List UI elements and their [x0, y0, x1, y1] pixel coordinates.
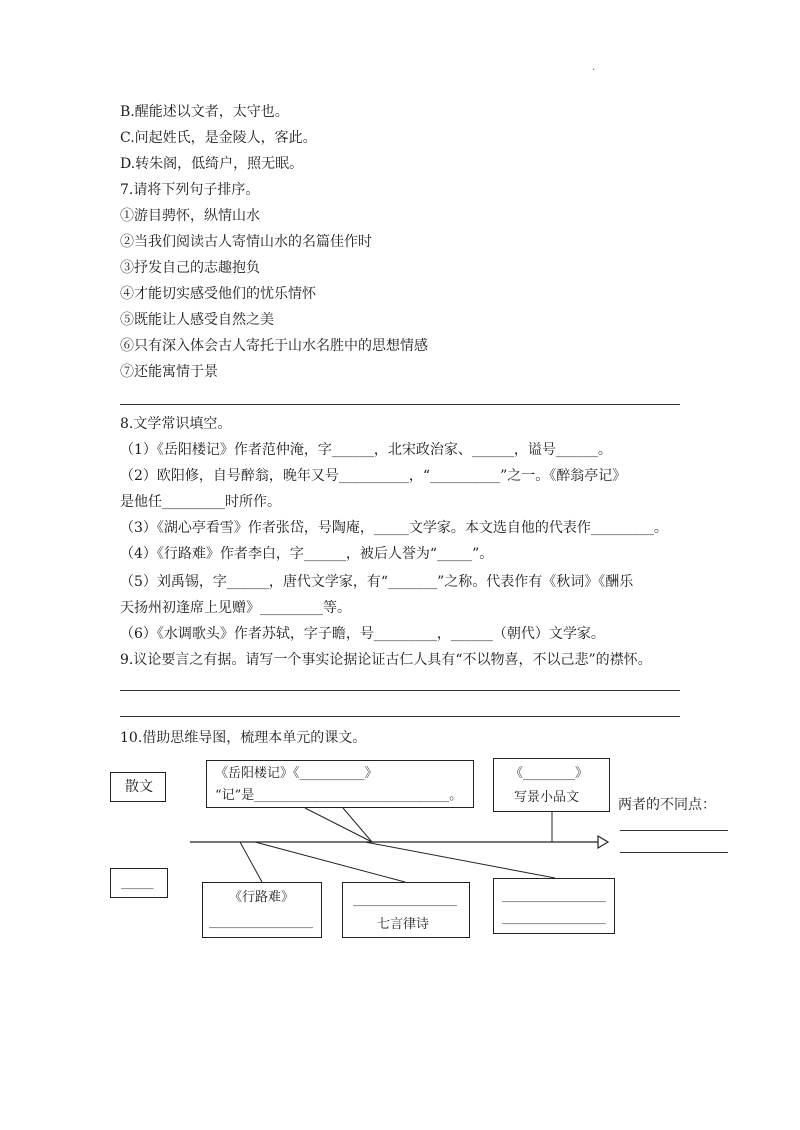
q8-title: 8.文学常识填空。: [120, 416, 232, 432]
q6-option-b: B.醒能述以文者，太守也。: [120, 104, 289, 120]
box5-answer-blank-2[interactable]: ________________: [502, 910, 606, 925]
q7-item-7: ⑦还能寓情于景: [120, 364, 218, 380]
q7-item-6: ⑥只有深入体会古人寄托于山水名胜中的思想情感: [120, 338, 428, 354]
prose-box: [110, 772, 166, 802]
box5-answer-blank-1[interactable]: ________________: [502, 888, 606, 903]
mindmap-box-qiyan-lushi: [342, 882, 470, 938]
q10-title: 10.借助思维导图，梳理本单元的课文。: [120, 730, 367, 746]
q7-item-5: ⑤既能让人感受自然之美: [120, 312, 274, 328]
box2-title[interactable]: 《________》: [510, 766, 589, 781]
mindmap-box-sketch-essay: [493, 758, 610, 812]
q9-answer-line-2[interactable]: [120, 716, 680, 717]
q8-line-5: （4）《行路难》作者李白，字______，被后人誉为“_____”。: [120, 546, 494, 562]
q8-line-6: （5）刘禹锡，字______，唐代文学家，有“_______”之称。代表作有《秋词》《酬乐: [120, 574, 634, 590]
branch-box4: [255, 842, 405, 882]
mindmap-box-yueyanglou: [206, 760, 474, 808]
q9-title: 9.议论要言之有据。请写一个事实论据论证古仁人具有“不以物喜，不以己悲”的襟怀。: [120, 652, 652, 668]
q8-line-4: （3）《湖心亭看雪》作者张岱，号陶庵，_____文学家。本文选自他的代表作_________。: [120, 520, 668, 536]
q8-line-8: （6）《水调歌头》作者苏轼，字子瞻，号_________，______（朝代）文学家。: [120, 626, 605, 642]
category-blank-box[interactable]: [110, 868, 168, 898]
mindmap-box-xinglunan: [202, 882, 322, 938]
differences-answer-line-2[interactable]: [620, 852, 728, 853]
box4-answer-blank[interactable]: ________________: [353, 892, 457, 907]
q8-line-1: （1）《岳阳楼记》作者范仲淹，字______，北宋政治家、______，谥号______。: [120, 442, 612, 458]
box3-title: 《行路难》: [229, 890, 295, 905]
q6-option-c: C.问起姓氏，是金陵人，客此。: [120, 130, 317, 146]
q7-item-2: ②当我们阅读古人寄情山水的名篇佳作时: [120, 234, 372, 250]
branch-box1-a: [305, 808, 372, 842]
q9-answer-line-1[interactable]: [120, 690, 680, 691]
spine-arrowhead: [598, 836, 608, 848]
differences-label: 两者的不同点：: [618, 797, 716, 813]
page-mark: .: [592, 62, 596, 73]
q7-item-3: ③抒发自己的志趣抱负: [120, 260, 260, 276]
box1-ji-definition[interactable]: “记”是______________________________。: [215, 788, 463, 803]
category-blank: _____: [121, 875, 154, 890]
box2-genre: 写景小品文: [514, 790, 580, 805]
q7-item-1: ①游目骋怀，纵情山水: [120, 208, 260, 224]
branch-box3: [240, 842, 262, 882]
differences-answer-line-1[interactable]: [620, 830, 728, 831]
q8-line-2: （2）欧阳修，自号醉翁，晚年又号__________，“__________”之一。《醉翁亭记》: [120, 468, 627, 484]
mindmap-box-blank: [493, 878, 615, 934]
q8-line-7: 天扬州初逢席上见赠》_________等。: [120, 600, 351, 616]
prose-label: 散文: [125, 779, 153, 795]
q6-option-d: D.转朱阁，低绮户，照无眠。: [120, 156, 304, 172]
box1-title: 《岳阳楼记》《__________》: [215, 766, 378, 781]
branch-box5: [365, 842, 555, 878]
q8-line-3: 是他任_________时所作。: [120, 494, 281, 510]
q7-title: 7.请将下列句子排序。: [120, 182, 260, 198]
q7-item-4: ④才能切实感受他们的忧乐情怀: [120, 286, 316, 302]
q7-answer-line[interactable]: [120, 404, 680, 405]
branch-box1-b: [343, 808, 372, 842]
box4-genre: 七言律诗: [377, 917, 430, 932]
box3-answer-blank[interactable]: ________________: [209, 914, 313, 929]
